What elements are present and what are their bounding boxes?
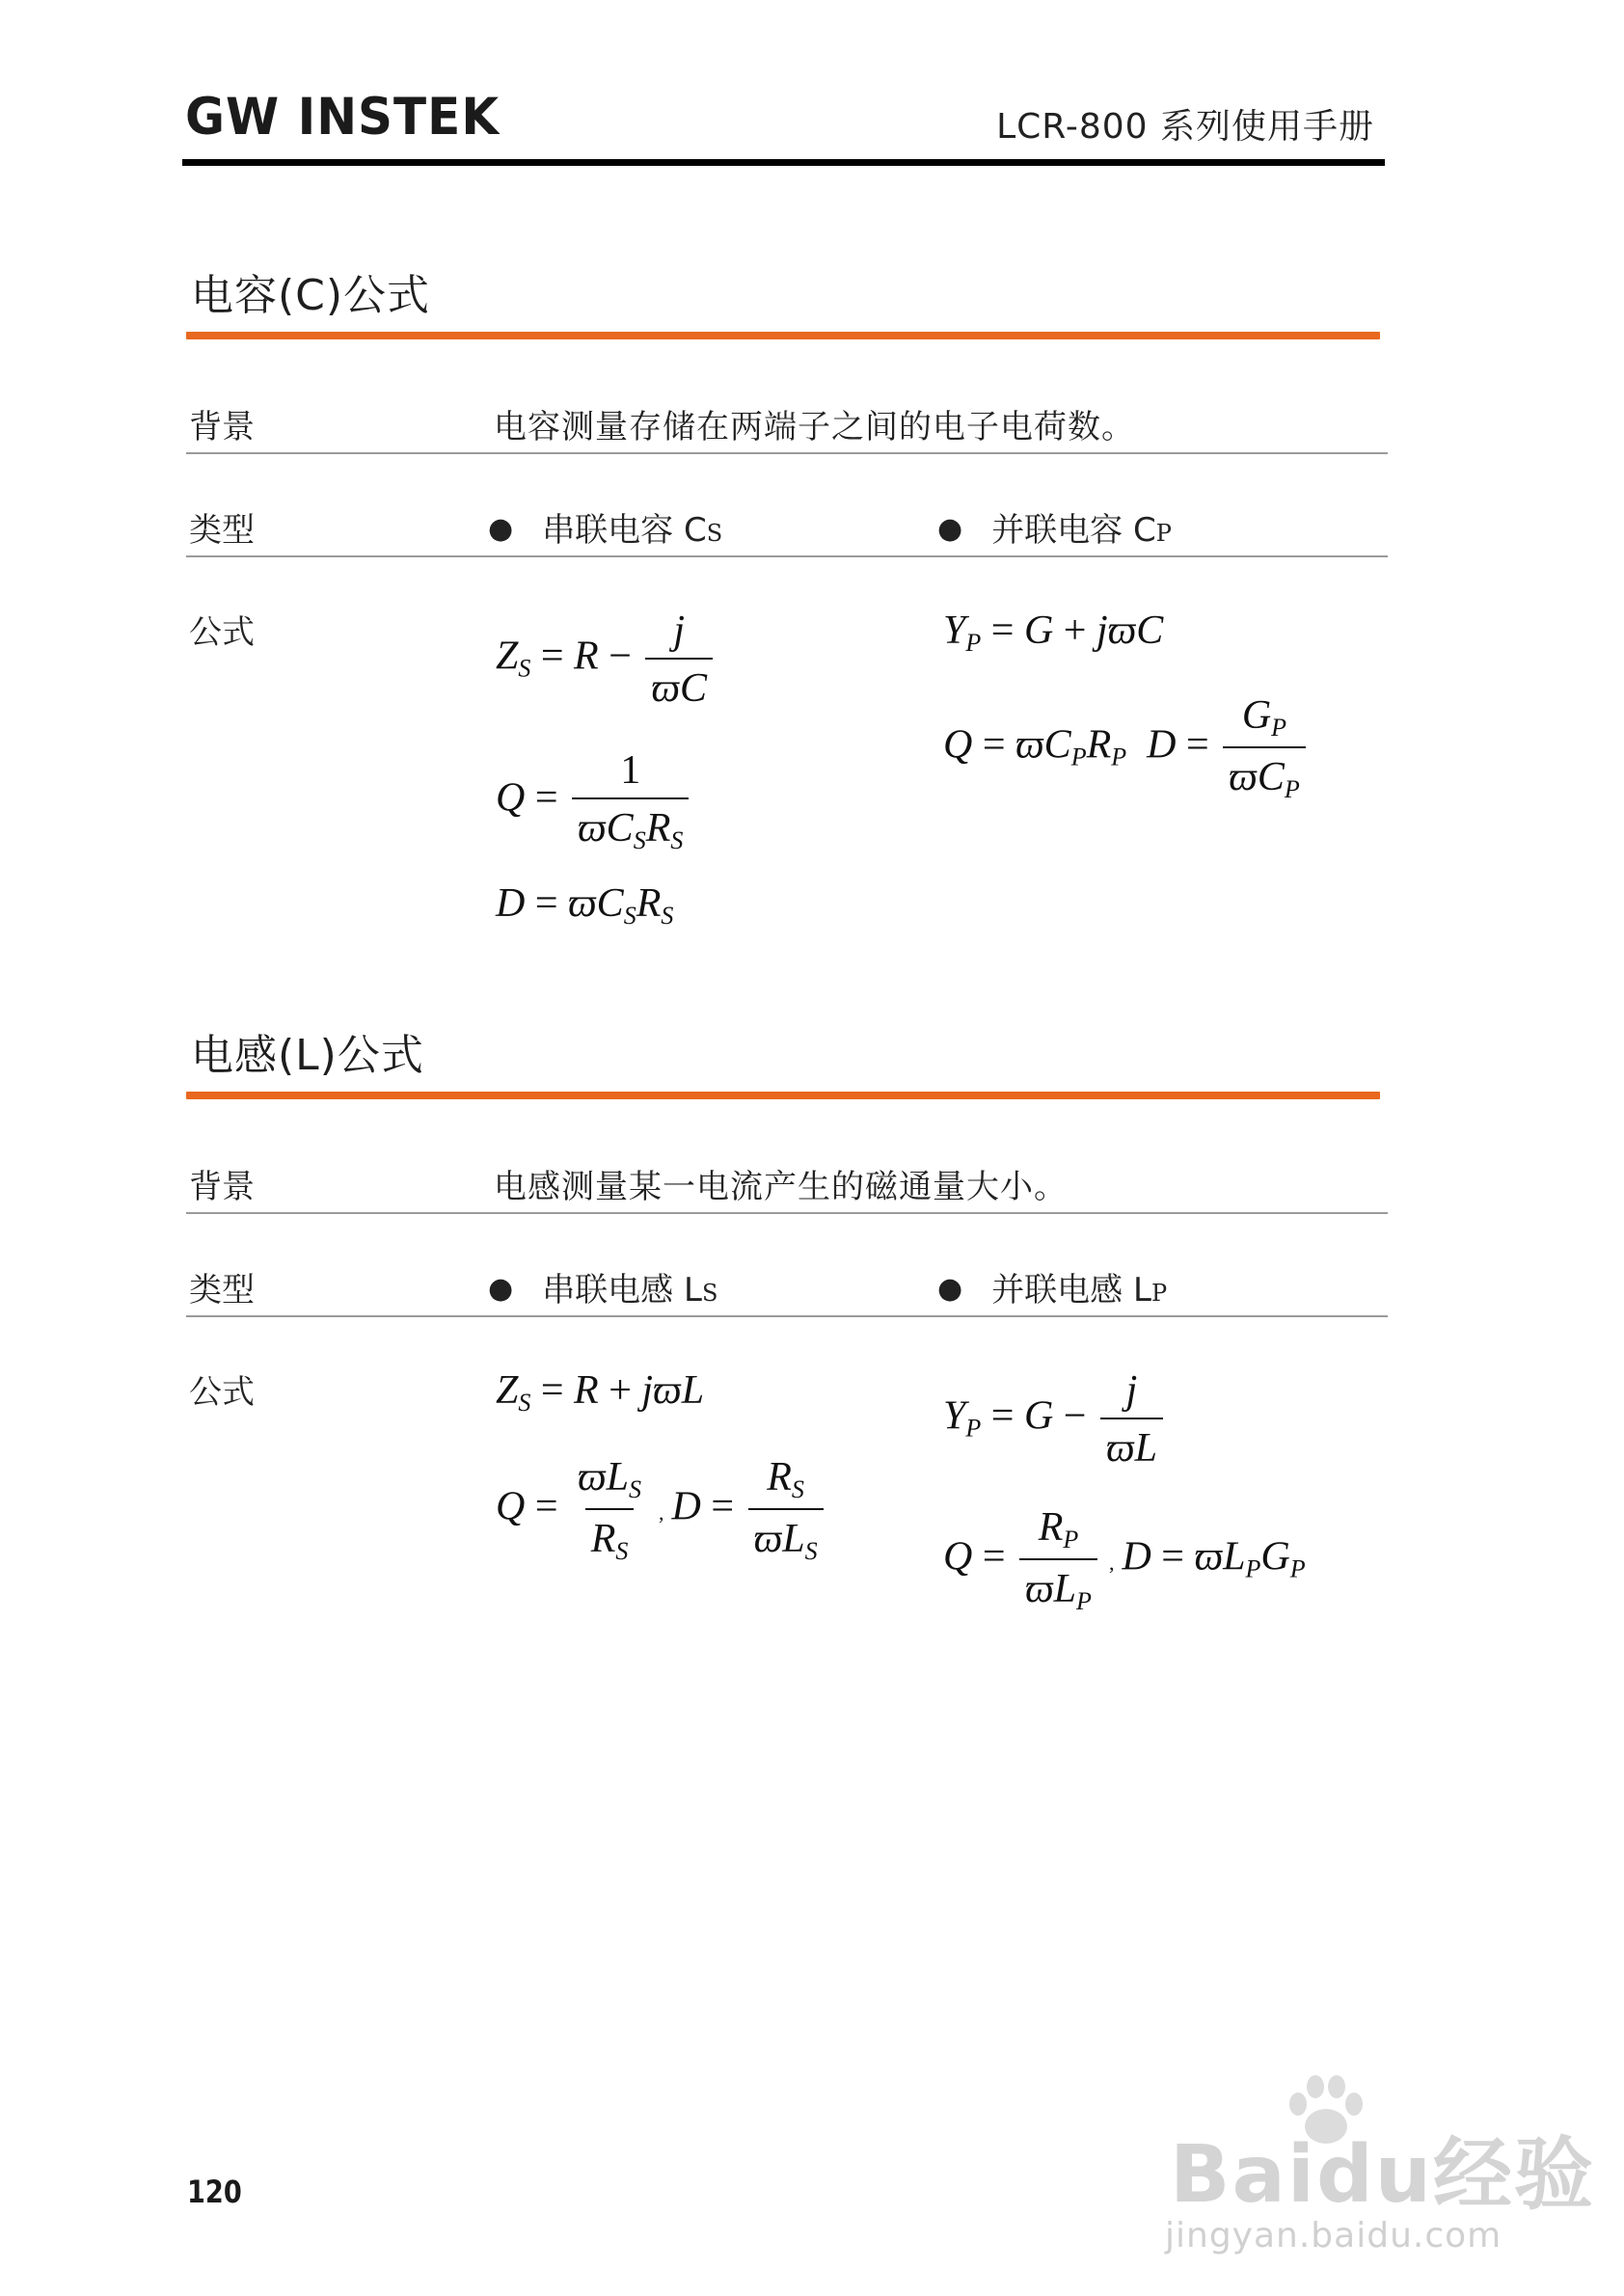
label-background: 背景: [189, 1168, 255, 1206]
bullet-icon: ●: [488, 512, 514, 546]
bullet-icon: ●: [937, 512, 963, 546]
brand-logo: GW INSTEK: [185, 87, 501, 147]
document-title: LCR-800 系列使用手册: [996, 107, 1374, 147]
bullet-icon: ●: [488, 1272, 514, 1306]
label-background: 背景: [189, 408, 255, 446]
type-series-capacitance: [488, 503, 722, 551]
section-rule-inductance: [186, 1092, 1380, 1099]
background-text-capacitance: 电容测量存储在两端子之间的电子电荷数。: [494, 408, 1135, 446]
type-series-label: 串联电容 C: [542, 511, 707, 550]
row-divider: [186, 1212, 1388, 1214]
formula-qd-series-inductance: Q = $\frac{ϖL_S}{R_S}$ , D = $\frac{R_S}{ϖL_S}$: [496, 1454, 827, 1566]
type-series-label: 串联电感 L: [542, 1271, 702, 1310]
type-parallel-label: 并联电感 L: [991, 1271, 1151, 1310]
row-divider: [186, 555, 1388, 557]
section-rule-capacitance: [186, 332, 1380, 339]
section-title-capacitance: 电容(C)公式: [191, 271, 431, 320]
watermark-url: jingyan.baidu.com: [1165, 2216, 1502, 2255]
formula-yp-capacitance: $Y_P = G + jϖC$: [943, 608, 1164, 657]
type-parallel-subscript: P: [1155, 520, 1172, 547]
formula-q-series-capacitance: Q = $\frac{1}{ϖC_SR_S}$: [496, 747, 692, 855]
page-number: 120: [187, 2174, 242, 2210]
type-parallel-inductance: [937, 1263, 1167, 1310]
label-type: 类型: [189, 1271, 255, 1310]
type-parallel-subscript: P: [1150, 1280, 1168, 1307]
type-series-subscript: S: [701, 1280, 718, 1307]
type-parallel-label: 并联电容 C: [991, 511, 1156, 550]
label-formula: 公式: [189, 613, 255, 652]
label-type: 类型: [189, 511, 255, 550]
section-title-inductance: 电感(L)公式: [191, 1031, 424, 1080]
watermark-main: Baidu经验: [1170, 2129, 1596, 2221]
type-series-inductance: [488, 1263, 717, 1310]
formula-d-series-capacitance: $D = ϖC_SR_S$: [496, 881, 674, 930]
formula-qd-parallel-capacitance: $Q = ϖC_PR_P$ D = $\frac{G_P}{ϖC_P}$: [943, 692, 1310, 804]
formula-qd-parallel-inductance: Q = $\frac{R_P}{ϖL_P}$ , $D = ϖL_PG_P$: [943, 1505, 1306, 1615]
background-text-inductance: 电感测量某一电流产生的磁通量大小。: [494, 1168, 1068, 1206]
formula-yp-inductance: $Y_P = G$ − $\frac{j}{ϖL}$: [943, 1367, 1167, 1472]
type-parallel-capacitance: [937, 503, 1172, 551]
type-series-subscript: S: [706, 520, 723, 547]
bullet-icon: ●: [937, 1272, 963, 1306]
label-formula: 公式: [189, 1373, 255, 1412]
formula-zs-inductance: $Z_S = R + jϖL$: [496, 1368, 705, 1417]
row-divider: [186, 452, 1388, 454]
header-divider: [182, 159, 1385, 166]
formula-zs-capacitance: $Z_S = R$ − $\frac{j}{ϖC}$: [496, 608, 717, 712]
row-divider: [186, 1315, 1388, 1317]
